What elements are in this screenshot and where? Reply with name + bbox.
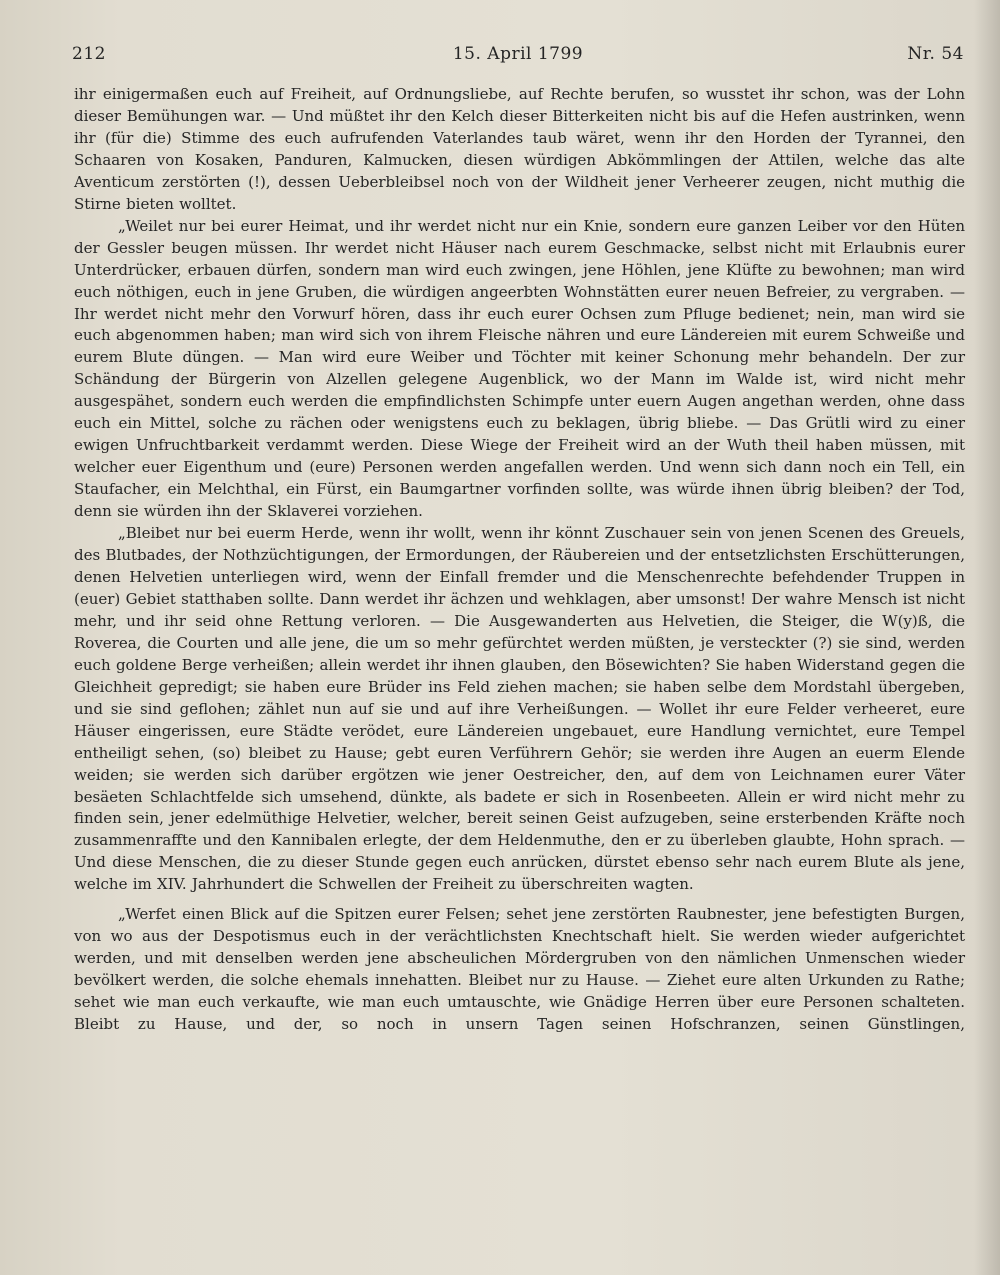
paragraph: „Bleibet nur bei euerm Herde, wenn ihr wollt, wenn ihr könnt Zuschauer sein von jenen Scenen des Greuels, des Blutbades, der Nothzüchtigungen, der Ermordungen, der Räubereien und der entsetzlichsten Erschütterungen, denen Helvetien unterliegen wird, wenn der Einfall fremder und die Menschenrechte befehdender Truppen in (euer) Gebiet statthaben sollte. Dann werdet ihr ächzen und wehklagen, aber umsonst! Der wahre Mensch ist nicht mehr, und ihr seid ohne Rettung verloren. — Die Ausgewanderten aus Helvetien, die Steiger, die W(y)ß, die Roverea, die Courten und alle jene, die um so mehr gefürchtet werden müßten, je versteckter (?) sie sind, werden euch goldene Berge verheißen; allein werdet ihr ihnen glauben, den Bösewichten? Sie haben Widerstand gegen die Gleichheit gepredigt; sie haben eure Brüder ins Feld ziehen machen; sie haben selbe dem Mordstahl übergeben, und sie sind geflohen; zählet nun auf sie und auf ihre Verheißungen. — Wollet ihr eure Felder verheeret, eure Häuser eingerissen, eure Städte verödet, eure Ländereien ungebauet, eure Handlung vernichtet, eure Tempel entheiligt sehen, (so) bleibet zu Hause; gebt euren Verführern Gehör; sie werden ihre Augen an euerm Elende weiden; sie werden sich darüber ergötzen wie jener Oestreicher, den, auf dem von Leichnamen eurer Väter besäeten Schlachtfelde sich umsehend, dünkte, als badete er sich in Rosenbeeten. Allein er wird nicht mehr zu finden sein, jener edelmüthige Helvetier, welcher, bereit seinen Geist aufzugeben, seine ersterbenden Kräfte noch zusammenraffte und den Kannibalen erlegte, der dem Heldenmuthe, den er zu überleben glaubte, Hohn sprach. — Und diese Menschen, die zu dieser Stunde gegen euch anrücken, dürstet ebenso sehr nach eurem Blute als jene, welche im XIV. Jahrhundert die Schwellen der Freiheit zu überschreiten wagten. [74, 524, 965, 894]
page-header [72, 44, 964, 72]
paragraph-gap [74, 896, 965, 904]
issue-number: Nr. 54 [907, 44, 964, 64]
paragraph: ihr einigermaßen euch auf Freiheit, auf Ordnungsliebe, auf Rechte berufen, so wusstet ihr schon, was der Lohn dieser Bemühungen war. — Und müßtet ihr den Kelch dieser Bitterkeiten nicht bis auf die Hefen austrinken, wenn ihr (für die) Stimme des euch aufrufenden Vaterlandes taub wäret, wenn ihr den Horden der Tyrannei, den Schaaren von Kosaken, Panduren, Kalmucken, diesen würdigen Abkömmlingen der Attilen, welche das alte Aventicum zerstörten (!), dessen Ueberbleibsel noch von der Wildheit jener Verheerer zeugen, nicht muthig die Stirne bieten wolltet. [74, 85, 965, 213]
paragraph: „Werfet einen Blick auf die Spitzen eurer Felsen; sehet jene zerstörten Raubnester, jene befestigten Burgen, von wo aus der Despotismus euch in der verächtlichsten Knechtschaft hielt. Sie werden wieder aufgerichtet werden, und mit denselben werden jene abscheulichen Mördergruben von den nämlichen Unmenschen wieder bevölkert werden, die solche ehemals innehatten. Bleibet nur zu Hause. — Ziehet eure alten Urkunden zu Rathe; sehet wie man euch verkaufte, wie man euch umtauschte, wie Gnädige Herren über eure Personen schalteten. Bleibt zu Hause, und der, so noch in unsern Tagen seinen Hofschranzen, seinen Günstlingen, [74, 905, 965, 1034]
paragraph: „Weilet nur bei eurer Heimat, und ihr werdet nicht nur ein Knie, sondern eure ganzen Leiber vor den Hüten der Gessler beugen müssen. Ihr werdet nicht Häuser nach eurem Geschmacke, selbst nicht mit Erlaubnis eurer Unterdrücker, erbauen dürfen, sondern man wird euch zwingen, jene Höhlen, jene Klüfte zu bewohnen; man wird euch nöthigen, euch in jene Gruben, die würdigen angeerbten Wohnstätten eurer neuen Befreier, zu vergraben. — Ihr werdet nicht mehr den Vorwurf hören, dass ihr euch eurer Ochsen zum Pfluge bedienet; nein, man wird sie euch abgenommen haben; man wird sich von ihrem Fleische nähren und eure Ländereien mit eurem Schweiße und eurem Blute düngen. — Man wird eure Weiber und Töchter mit keiner Schonung mehr behandeln. Der zur Schändung der Bürgerin von Alzellen gelegene Augenblick, wo der Mann im Walde ist, wird nicht mehr ausgespähet, sondern euch werden die empfindlichsten Schimpfe unter euern Augen angethan werden, ohne dass euch ein Mittel, solche zu rächen oder wenigstens euch zu beklagen, übrig bliebe. — Das Grütli wird zu einer ewigen Unfruchtbarkeit verdammt werden. Diese Wiege der Freiheit wird an der Wuth theil haben müssen, mit welcher euer Eigenthum und (eure) Personen werden angefallen werden. Und wenn sich dann noch ein Tell, ein Staufacher, ein Melchthal, ein Fürst, ein Baumgartner vorfinden sollte, was würde ihnen übrig bleiben? der Tod, denn sie würden ihn der Sklaverei vorziehen. [74, 216, 965, 521]
body-text [74, 84, 965, 1036]
page-number: 212 [72, 44, 106, 64]
issue-date: 15. April 1799 [452, 44, 584, 64]
